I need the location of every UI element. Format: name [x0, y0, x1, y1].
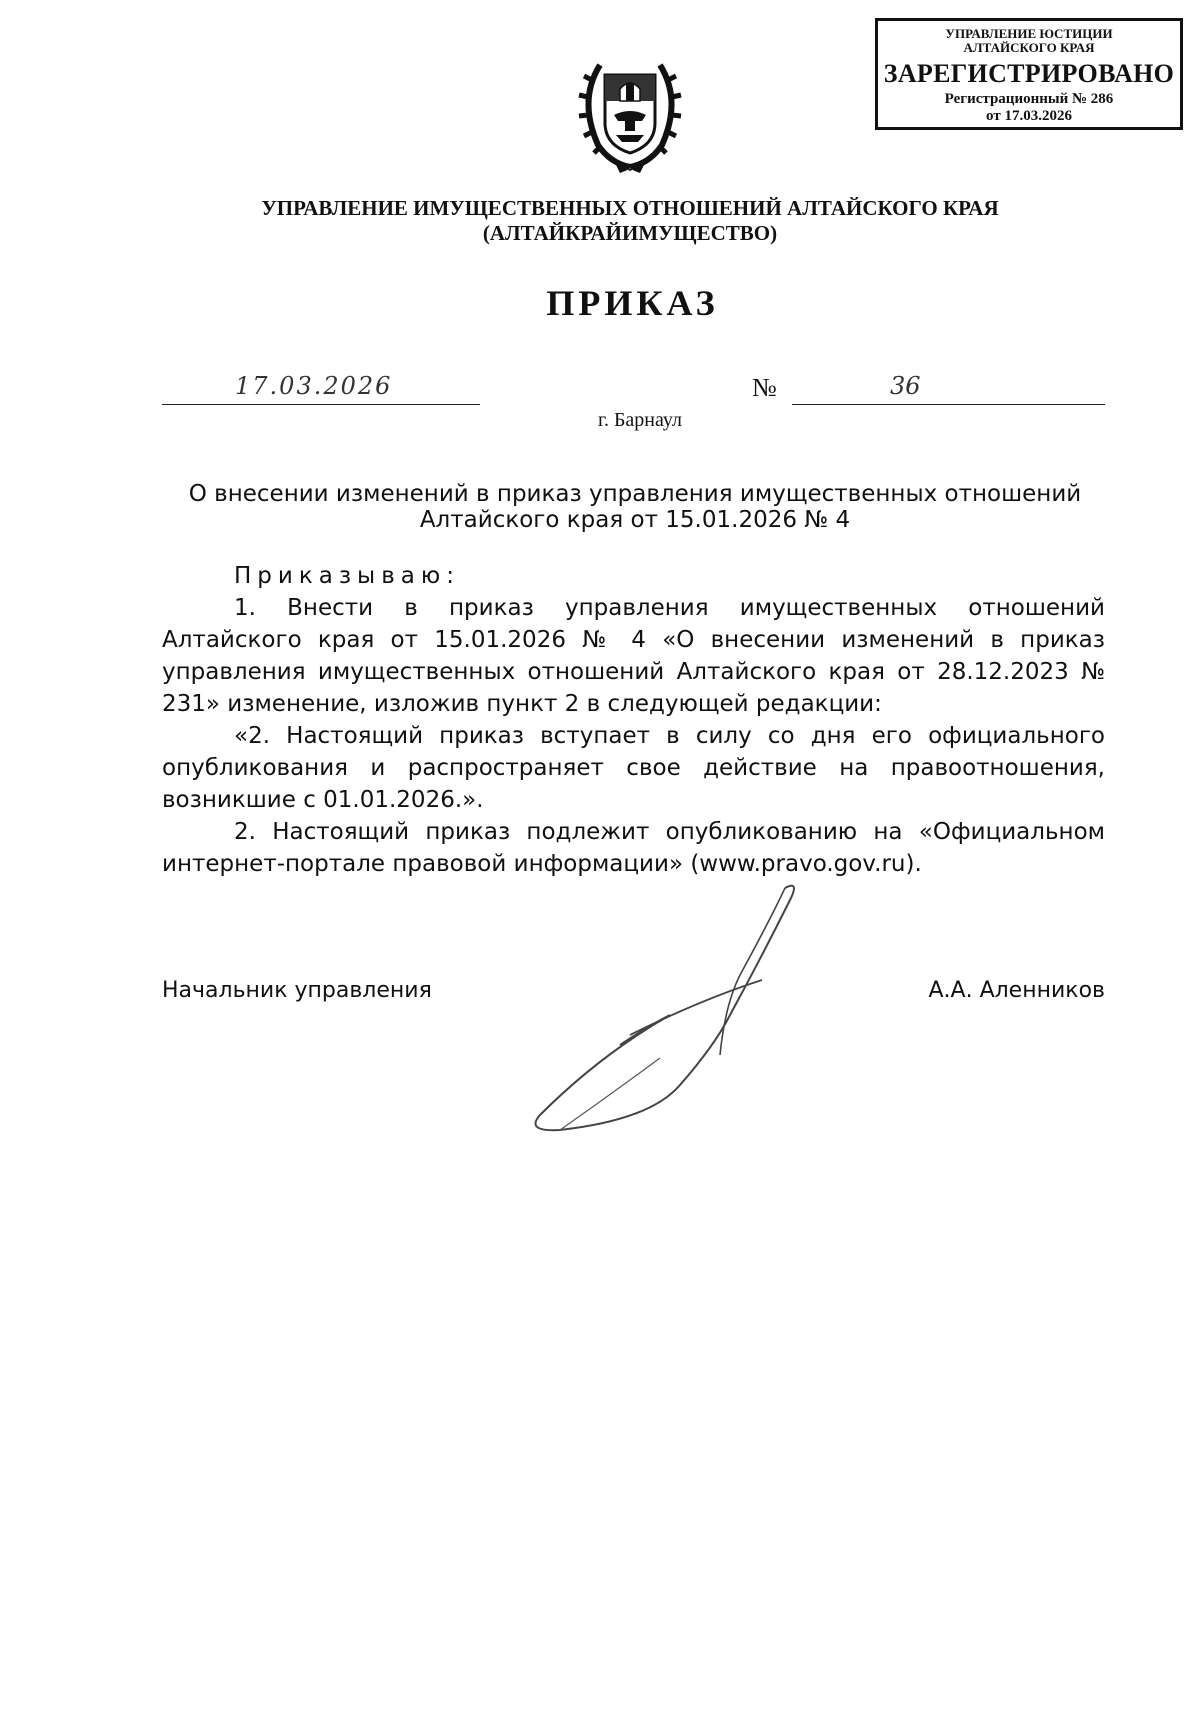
subject-line-2: Алтайского края от 15.01.2026 № 4	[419, 507, 851, 533]
registration-stamp	[875, 18, 1183, 130]
altai-krai-coat-of-arms-icon	[570, 45, 690, 175]
stamp-reg-date: от 17.03.2026	[986, 108, 1072, 124]
number-underline	[792, 404, 1105, 405]
document-subject	[170, 481, 1100, 533]
order-word: Приказываю:	[234, 563, 460, 589]
item-1-quote: «2. Настоящий приказ вступает в силу со дня его официального опубликования и распространяет свое действие на правоотношения, возникшие с 01.01.2026.».	[162, 723, 1105, 813]
handwritten-date: 17.03.2026	[235, 372, 393, 400]
handwritten-number: 36	[890, 372, 921, 400]
city-name: г. Барнаул	[598, 409, 682, 431]
stamp-authority-line1: УПРАВЛЕНИЕ ЮСТИЦИИ	[945, 26, 1113, 41]
handwritten-signature-icon	[500, 880, 820, 1140]
signer-name: А.А. Аленников	[928, 978, 1105, 1003]
number-sign: №	[752, 373, 777, 402]
stamp-authority-line2: АЛТАЙСКОГО КРАЯ	[963, 40, 1095, 55]
subject-line-1: О внесении изменений в приказ управления имущественных отношений	[188, 481, 1082, 507]
item-1: 1. Внести в приказ управления имущественных отношений Алтайского края от 15.01.2026 № 4 «О внесении изменений в приказ управления имущественных отношений Алтайского края от 28.12.2023 № 231» изменение, изложив пункт 2 в следующей редакции:	[162, 595, 1105, 717]
signer-position: Начальник управления	[162, 978, 432, 1003]
agency-short-name: (АЛТАЙКРАЙИМУЩЕСТВО)	[482, 221, 778, 245]
agency-name: УПРАВЛЕНИЕ ИМУЩЕСТВЕННЫХ ОТНОШЕНИЙ АЛТАЙСКОГО КРАЯ	[261, 196, 999, 220]
date-underline	[162, 404, 480, 405]
document-body	[162, 560, 1105, 880]
stamp-reg-number: Регистрационный № 286	[944, 91, 1114, 107]
agency-header	[150, 196, 1110, 246]
document-type-title: ПРИКАЗ	[546, 283, 719, 323]
stamp-status: ЗАРЕГИСТРИРОВАНО	[883, 59, 1175, 88]
item-2: 2. Настоящий приказ подлежит опубликованию на «Официальном интернет-портале правовой информации» (www.pravo.gov.ru).	[162, 819, 1105, 877]
